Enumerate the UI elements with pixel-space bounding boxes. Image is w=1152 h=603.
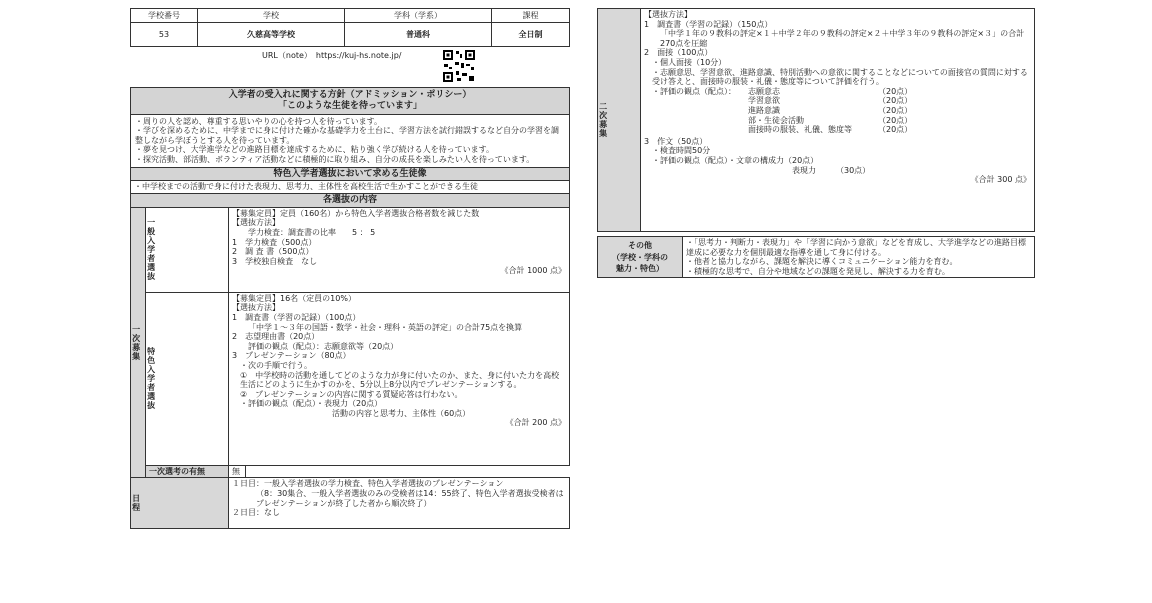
ippan-line: 1 学力検査（500点） <box>232 237 317 247</box>
nittei-line: ２日目：なし <box>232 508 280 518</box>
niji-line: 表現力 （30点） <box>792 165 871 175</box>
sonota-label-sub: （学校・学科の <box>612 252 668 262</box>
tokushoku-line: 3 プレゼンテーション（80点） <box>232 351 351 361</box>
eval-row <box>748 87 938 97</box>
niji-line: 2 面接（100点） <box>644 48 713 58</box>
tokushoku-line: 活動の内容と思考力、主体性（60点） <box>332 408 471 418</box>
eval-value: （20点） <box>878 96 913 106</box>
eval-value: （20点） <box>878 105 913 115</box>
ichiji-label: 一次募集 <box>131 324 141 361</box>
tokushoku-label-cell <box>146 292 229 465</box>
ippan-label: 一般入学者選抜 <box>146 218 156 282</box>
ippan-line: 2 調 査 書（500点） <box>232 247 314 257</box>
right-column <box>597 8 1035 278</box>
ippan-content <box>229 207 570 292</box>
niji-content <box>641 9 1035 232</box>
ippan-label-cell <box>146 207 229 292</box>
tokushoku-line: 評価の観点（配点）：志願意欲等（20点） <box>248 341 399 351</box>
nittei-label: 日程 <box>131 494 141 513</box>
eval-row <box>748 106 938 116</box>
tokushoku-line: 【募集定員】16名（定員の10%） <box>232 293 356 303</box>
policy-body <box>131 114 570 167</box>
niji-line: 3 作文（50点） <box>644 136 708 146</box>
ichiji-senko-blank <box>246 465 570 478</box>
tokushoku-line: 「中学１～３年の国語・数学・社会・理科・英語の評定」の合計75点を換算 <box>248 322 523 332</box>
policy-item: ・学びを深めるために、中学までに身に付けた確かな基礎学力を土台に、学習方法を試行錯誤するなど自分の学習を調整しながら学ぼうとする人を待っています。 <box>135 126 559 145</box>
eval-key: 面接時の服装、礼儀、態度等 <box>748 125 852 135</box>
policy-header <box>131 88 570 115</box>
policy-subtitle: 「このような生徒を待っています」 <box>277 100 422 111</box>
niji-total: 《合計 300 点》 <box>970 175 1031 185</box>
school-header-table <box>130 8 570 47</box>
sonota-label-cell <box>598 237 683 278</box>
niji-eval-list <box>748 87 938 135</box>
eval-key: 進路意識 <box>748 105 780 115</box>
nittei-content <box>229 478 570 529</box>
left-column <box>130 8 570 529</box>
tokushoku-req-title: 特色入学者選抜において求める生徒像 <box>131 167 570 181</box>
sonota-item: ・積極的な思考で、自分や地域などの課題を発見し、解決する力を育む。 <box>686 266 950 276</box>
ichiji-label-cell <box>131 207 146 478</box>
ippan-line: 【選抜方法】 <box>232 218 280 228</box>
sonota-item: ・他者と協力しながら、課題を解決に導くコミュニケーション能力を育む。 <box>686 257 958 267</box>
niji-label: 二次募集 <box>598 102 608 138</box>
eval-value: （20点） <box>878 86 913 96</box>
nittei-line: （8：30集合、一般入学者選抜のみの受検者は14：55終了、特色入学者選抜受検者はプレゼンテーションが終了した者から順次終了） <box>256 488 564 508</box>
niji-line: ・評価の観点（配点）・文章の構成力（20点） <box>652 155 819 165</box>
policy-item: ・夢を見つけ、大学進学などの進路目標を達成するために、粘り強く学び続ける人を待っています。 <box>135 145 495 155</box>
niji-line: 【選抜方法】 <box>644 10 692 19</box>
ippan-line: 3 学校独自検査 なし <box>232 256 318 266</box>
niji-line: ・志願意思、学習意欲、進路意識、特別活動への意欲に関することなどについての面接官の質問に対する受け答えと、面接時の服装・礼儀・態度等について評価を行う。 <box>652 67 1028 87</box>
sonota-item: ・「思考力・判断力・表現力」や「学習に向かう意欲」などを育成し、大学進学などの進路目標達成に必要な力を個別最適な指導を通して身に付ける。 <box>686 238 1026 257</box>
niji-line: 「中学１年の９教科の評定×１＋中学２年の９教科の評定×２＋中学３年の９教科の評定×３」の合計270点を圧縮 <box>660 29 1025 48</box>
selection-table <box>130 207 570 530</box>
tokushoku-line: 1 調査書（学習の記録）（100点） <box>232 312 361 322</box>
url-link[interactable]: URL（note） https://kuj-hs.note.jp/ <box>262 51 402 60</box>
tokushoku-label: 特色入学者選抜 <box>146 347 156 411</box>
header-val-course: 普通科 <box>345 23 492 47</box>
eval-value: （20点） <box>878 125 913 135</box>
tokushoku-line: 【選抜方法】 <box>232 303 280 313</box>
niji-label-cell <box>598 9 641 232</box>
eval-row <box>748 125 938 135</box>
admission-policy-table <box>130 87 570 208</box>
ippan-line: 【募集定員】定員（160名）から特色入学者選抜合格者数を減じた数 <box>232 208 480 218</box>
ichiji-senko-value: 無 <box>229 465 246 478</box>
header-val-school: 久慈高等学校 <box>198 23 345 47</box>
sonota-label: その他 <box>628 241 652 251</box>
policy-item: ・周りの人を認め、尊重する思いやりの心を持つ人を待っています。 <box>135 116 383 126</box>
eval-key: 志願意志 <box>748 86 780 96</box>
niji-line: ・検査時間50分 <box>652 146 711 156</box>
eval-row <box>748 96 938 106</box>
sonota-content <box>683 237 1035 278</box>
tokushoku-total: 《合計 200 点》 <box>505 418 566 428</box>
eval-value: （20点） <box>878 115 913 125</box>
header-col-number: 学校番号 <box>131 9 198 23</box>
eval-key: 部・生徒会活動 <box>748 115 804 125</box>
header-val-program: 全日制 <box>492 23 570 47</box>
content-title: 各選抜の内容 <box>131 193 570 207</box>
sonota-label-sub2: 魅力・特色） <box>616 263 664 273</box>
tokushoku-line: ② プレゼンテーションの内容に関する質疑応答は行わない。 <box>240 389 463 399</box>
ichiji-senko-label: 一次選考の有無 <box>146 465 229 478</box>
niji-eval-label: ・評価の観点（配点）： <box>652 86 736 96</box>
eval-row <box>748 116 938 126</box>
policy-item: ・探究活動、部活動、ボランティア活動などに積極的に取り組み、自分の成長を楽しみたい人を待っています。 <box>135 154 535 164</box>
tokushoku-req-text: ・中学校までの活動で身に付けた表現力、思考力、主体性を高校生活で生かすことができる生徒 <box>131 181 570 194</box>
header-val-number: 53 <box>131 23 198 47</box>
nittei-line: １日目：一般入学者選抜の学力検査、特色入学者選抜のプレゼンテーション <box>232 479 504 489</box>
ippan-total: 《合計 1000 点》 <box>500 266 566 276</box>
tokushoku-line: ・評価の観点（配点）・表現力（20点） <box>240 399 383 409</box>
niji-eval-block <box>644 87 1031 135</box>
niji-line: 1 調査書（学習の記録）（150点） <box>644 19 773 29</box>
header-col-course: 学科（学系） <box>345 9 492 23</box>
url-row <box>130 47 570 87</box>
niji-table <box>597 8 1035 232</box>
header-col-school: 学校 <box>198 9 345 23</box>
ippan-line: 学力検査：調査書の比率 5 ： 5 <box>248 227 376 237</box>
niji-line: ・個人面接（10分） <box>652 57 727 67</box>
eval-key: 学習意欲 <box>748 96 780 106</box>
tokushoku-line: ① 中学校時の活動を通してどのような力が身に付いたのか、また、身に付いた力を高校生活にどのように生かすのかを、5分以上8分以内でプレゼンテーションする。 <box>240 370 560 390</box>
header-col-program: 課程 <box>492 9 570 23</box>
tokushoku-line: ・次の手順で行う。 <box>240 360 312 370</box>
qr-code-icon <box>442 49 476 86</box>
policy-title: 入学者の受入れに関する方針（アドミッション・ポリシー） <box>228 90 472 100</box>
sonota-table <box>597 236 1035 278</box>
nittei-label-cell <box>131 478 229 529</box>
tokushoku-content <box>229 292 570 465</box>
tokushoku-line: 2 志望理由書（20点） <box>232 332 320 342</box>
